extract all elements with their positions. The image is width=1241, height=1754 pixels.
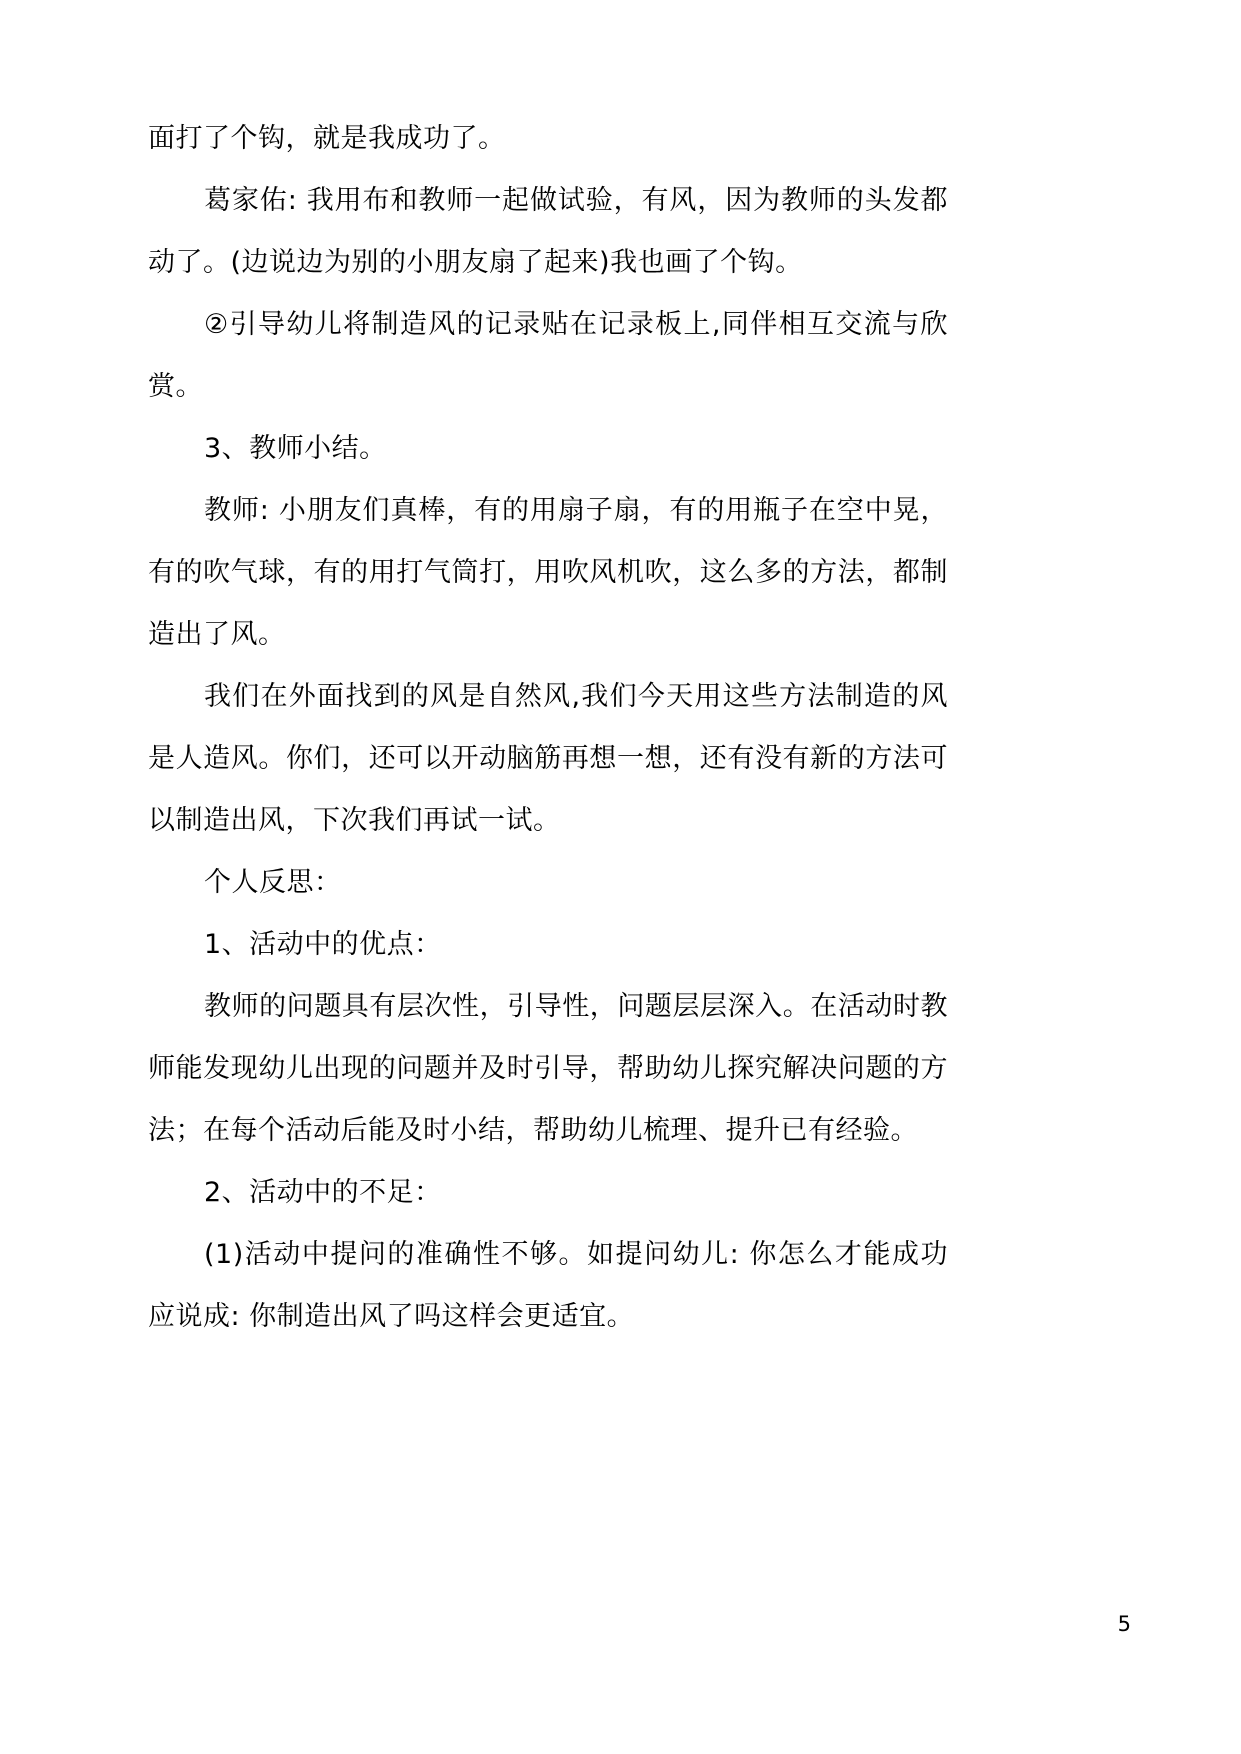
page-number: 5 <box>1117 1612 1131 1636</box>
paragraph: 教师的问题具有层次性，引导性，问题层层深入。在活动时教师能发现幼儿出现的问题并及时引导，帮助幼儿探究解决问题的方法；在每个活动后能及时小结，帮助幼儿梳理、提升已有经验。 <box>148 991 948 1146</box>
paragraph: (1)活动中提问的准确性不够。如提问幼儿: 你怎么才能成功应说成: 你制造出风了吗这样会更适宜。 <box>148 1239 948 1332</box>
paragraph: 面打了个钩，就是我成功了。 <box>148 123 506 154</box>
paragraph: ②引导幼儿将制造风的记录贴在记录板上,同伴相互交流与欣赏。 <box>148 309 948 402</box>
paragraph: 个人反思： <box>204 867 342 898</box>
paragraph: 2、活动中的不足： <box>204 1177 442 1208</box>
paragraph: 3、教师小结。 <box>204 433 387 464</box>
paragraph: 1、活动中的优点： <box>204 929 442 960</box>
paragraph: 葛家佑: 我用布和教师一起做试验，有风，因为教师的头发都动了。(边说边为别的小朋友扇了起来)我也画了个钩。 <box>148 185 948 278</box>
document-body <box>148 108 948 1348</box>
paragraph: 教师: 小朋友们真棒，有的用扇子扇，有的用瓶子在空中晃，有的吹气球，有的用打气筒打，用吹风机吹，这么多的方法，都制造出了风。 <box>148 495 948 650</box>
paragraph: 我们在外面找到的风是自然风,我们今天用这些方法制造的风是人造风。你们，还可以开动脑筋再想一想，还有没有新的方法可以制造出风，下次我们再试一试。 <box>148 681 948 836</box>
